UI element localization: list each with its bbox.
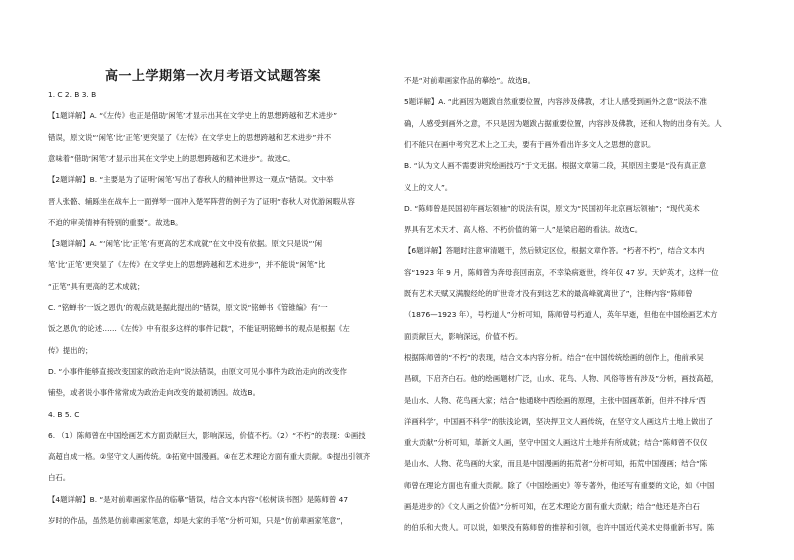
text-line: 面贡献巨大，影响深远，价值不朽。 (404, 331, 523, 341)
text-line: 4. B 5. C (48, 409, 80, 419)
text-line: 界具有艺术天才、高人格、不朽价值的第一人”是梁启超的看法。故选C。 (404, 225, 643, 235)
page-title: 高一上学期第一次月考语文试题答案 (105, 69, 322, 84)
text-line: C. “铭蝉书‘一饭之恩仇’的观点就是据此提出的”错误，原文说“铭蝉书《管锥编》有‘一 (48, 303, 328, 312)
text-line: 师曾在理论方面也有重大贡献。除了《中国绘画史》等专著外，他还写有重要的文论，如《中国 (404, 480, 715, 490)
text-line: 根据陈师曾的“不朽”的表现，结合文本内容分析。结合“在中国传统绘画的创作上，他前承吴 (404, 352, 704, 362)
text-line: 传》提出的； (48, 345, 93, 355)
text-line: 岁时的作品，虽然是仿前辈画家笔意，却是大家的手笔”分析可知，只是“仿前辈画家笔意”， (48, 516, 348, 525)
text-line: 晋人张骼、辅跞坐在战车上一面弹琴一面冲入楚军阵营的例子为了证明“春秋人对优游闲暇从容 (48, 196, 355, 206)
text-line: 画是进步的》《文人画之价值》”分析可知，在艺术理论方面有重大贡献；结合“他还是齐白石 (404, 502, 700, 511)
text-line: 【4题详解】B. “是对前辈画家作品的临摹”错误，结合文本内容“《松树读书图》是陈师曾 47 (48, 494, 349, 504)
text-line: 【1题详解】A. “《左传》也正是借助‘闲笔’才显示出其在文学史上的思想跨越和艺术进步” (48, 111, 338, 121)
text-line: D. “陈师曾是民国初年画坛领袖”的说法有误，原文为“民国初年北京画坛领袖”；“现代美术 (404, 203, 700, 213)
text-line: 高超自成一格。②坚守文人画传统。③拓宽中国漫画。④在艺术理论方面有重大贡献。⑤提出引领齐 (48, 452, 371, 462)
text-line: 不迫的审美情神有特别的重要”。故选B。 (48, 217, 183, 227)
text-line: 容“1923 年 9 月，陈师曾为奔母丧回南京，不幸染病逝世，终年仅 47 岁。天妒英才，这样一位 (404, 267, 719, 277)
text-line: 确，人感受到画外之意，不只是因为题跋占据重要位置，内容涉及佛教，还和人物的出身有关。人 (404, 118, 722, 128)
text-line: 【6题详解】答题时注意审清题干，然后锁定区位，根据文章作答。“朽者不朽”，结合文本内 (404, 246, 705, 256)
text-line: “正笔”具有更高的艺术成就； (48, 281, 145, 291)
text-line: （1876—1923 年），号朽道人”分析可知，陈师曾号朽道人，英年早逝，但他在中国绘画艺术方 (404, 310, 718, 320)
text-line: 既有艺术天赋又满腹经纶的旷世奇才没有到这艺术的最高峰就离世了”，注释内容“陈师曾 (404, 289, 693, 298)
text-line: 5题详解】A. “此画因为题跋自然重要位置，内容涉及佛教，才让人感受到画外之意”说法不准 (404, 97, 707, 107)
text-line: B. “认为文人画不需要讲究绘画技巧”于文无据。根据文章第二段，其原因主要是“没有真正意 (404, 161, 707, 171)
text-line: 笔’比‘正笔’更突显了《左传》在文学史上的思想跨越和艺术进步”，并不能说“闲笔”比 (48, 260, 326, 270)
text-line: 【3题详解】A. “‘闲笔’比‘正笔’有更高的艺术成就”在文中没有依据。原文只是说“‘闲 (48, 239, 323, 249)
text-line: 意味着“借助‘闲笔’才显示出其在文学史上的思想跨越和艺术进步”。故选C。 (48, 153, 295, 163)
text-line: 是山水、人物、花鸟画的大家，而且是中国漫画的拓荒者”分析可知，拓荒中国漫画；结合“陈 (404, 459, 708, 469)
text-line: 昌硕，下启齐白石。他的绘画题材广泛，山水、花鸟、人物、风俗等皆有涉及”分析，画技高超， (404, 374, 719, 384)
text-line: 【2题详解】B. “主要是为了证明‘闲笔’写出了春秋人的精神世界这一观点”错误。文中举 (48, 175, 334, 185)
text-line: 1. C 2. B 3. B (48, 90, 97, 99)
text-line: 白石。 (48, 473, 71, 483)
text-line: 重大贡献”分析可知，革新文人画，坚守中国文人画这片土地并有所成就；结合“陈师曾不仅仅 (404, 438, 708, 448)
text-line: 的伯乐和大贵人。可以说，如果没有陈师曾的推荐和引领，也许中国近代美术史得重新书写。陈 (404, 523, 715, 533)
text-line: 铺垫，或者说小事件常常成为政治走向改变的最初诱因。故选B。 (48, 388, 261, 398)
text-line: 6. （1）陈师曾在中国绘画艺术方面贡献巨大，影响深远，价值不朽。（2）“不朽”的表现：①画技 (48, 430, 366, 440)
text-line: 是山水、人物、花鸟画大家；结合“他通晓中西绘画的原理，主张中国画革新，但并不排斥‘西 (404, 395, 706, 405)
text-line: 义上的文人”。 (404, 182, 453, 192)
text-line: 们不能只在画中考究艺术上之工夫，要有于画外看出许多文人之思想的意识。 (404, 139, 656, 149)
text-line: D. “小事件能够直接改变国家的政治走向”说法错误，由原文可见小事件为政治走向的改变作 (48, 366, 347, 376)
text-line: 饭之恩仇’的论述……《左传》中有很多这样的事件记载”，不能证明铭蝉书的观点是根据《左 (48, 324, 350, 334)
text-line: 洋画科学’，中国画不科学”的肤浅论调，坚决捍卫文人画传统，在坚守文人画这片土地上做出了 (404, 416, 714, 426)
text-line: 不是“对前辈画家作品的摹绘”。故选B。 (404, 76, 535, 85)
text-line: 错误，原文说“‘闲笔’比‘正笔’更突显了《左传》在文学史上的思想跨越和艺术进步”并不 (48, 132, 332, 142)
